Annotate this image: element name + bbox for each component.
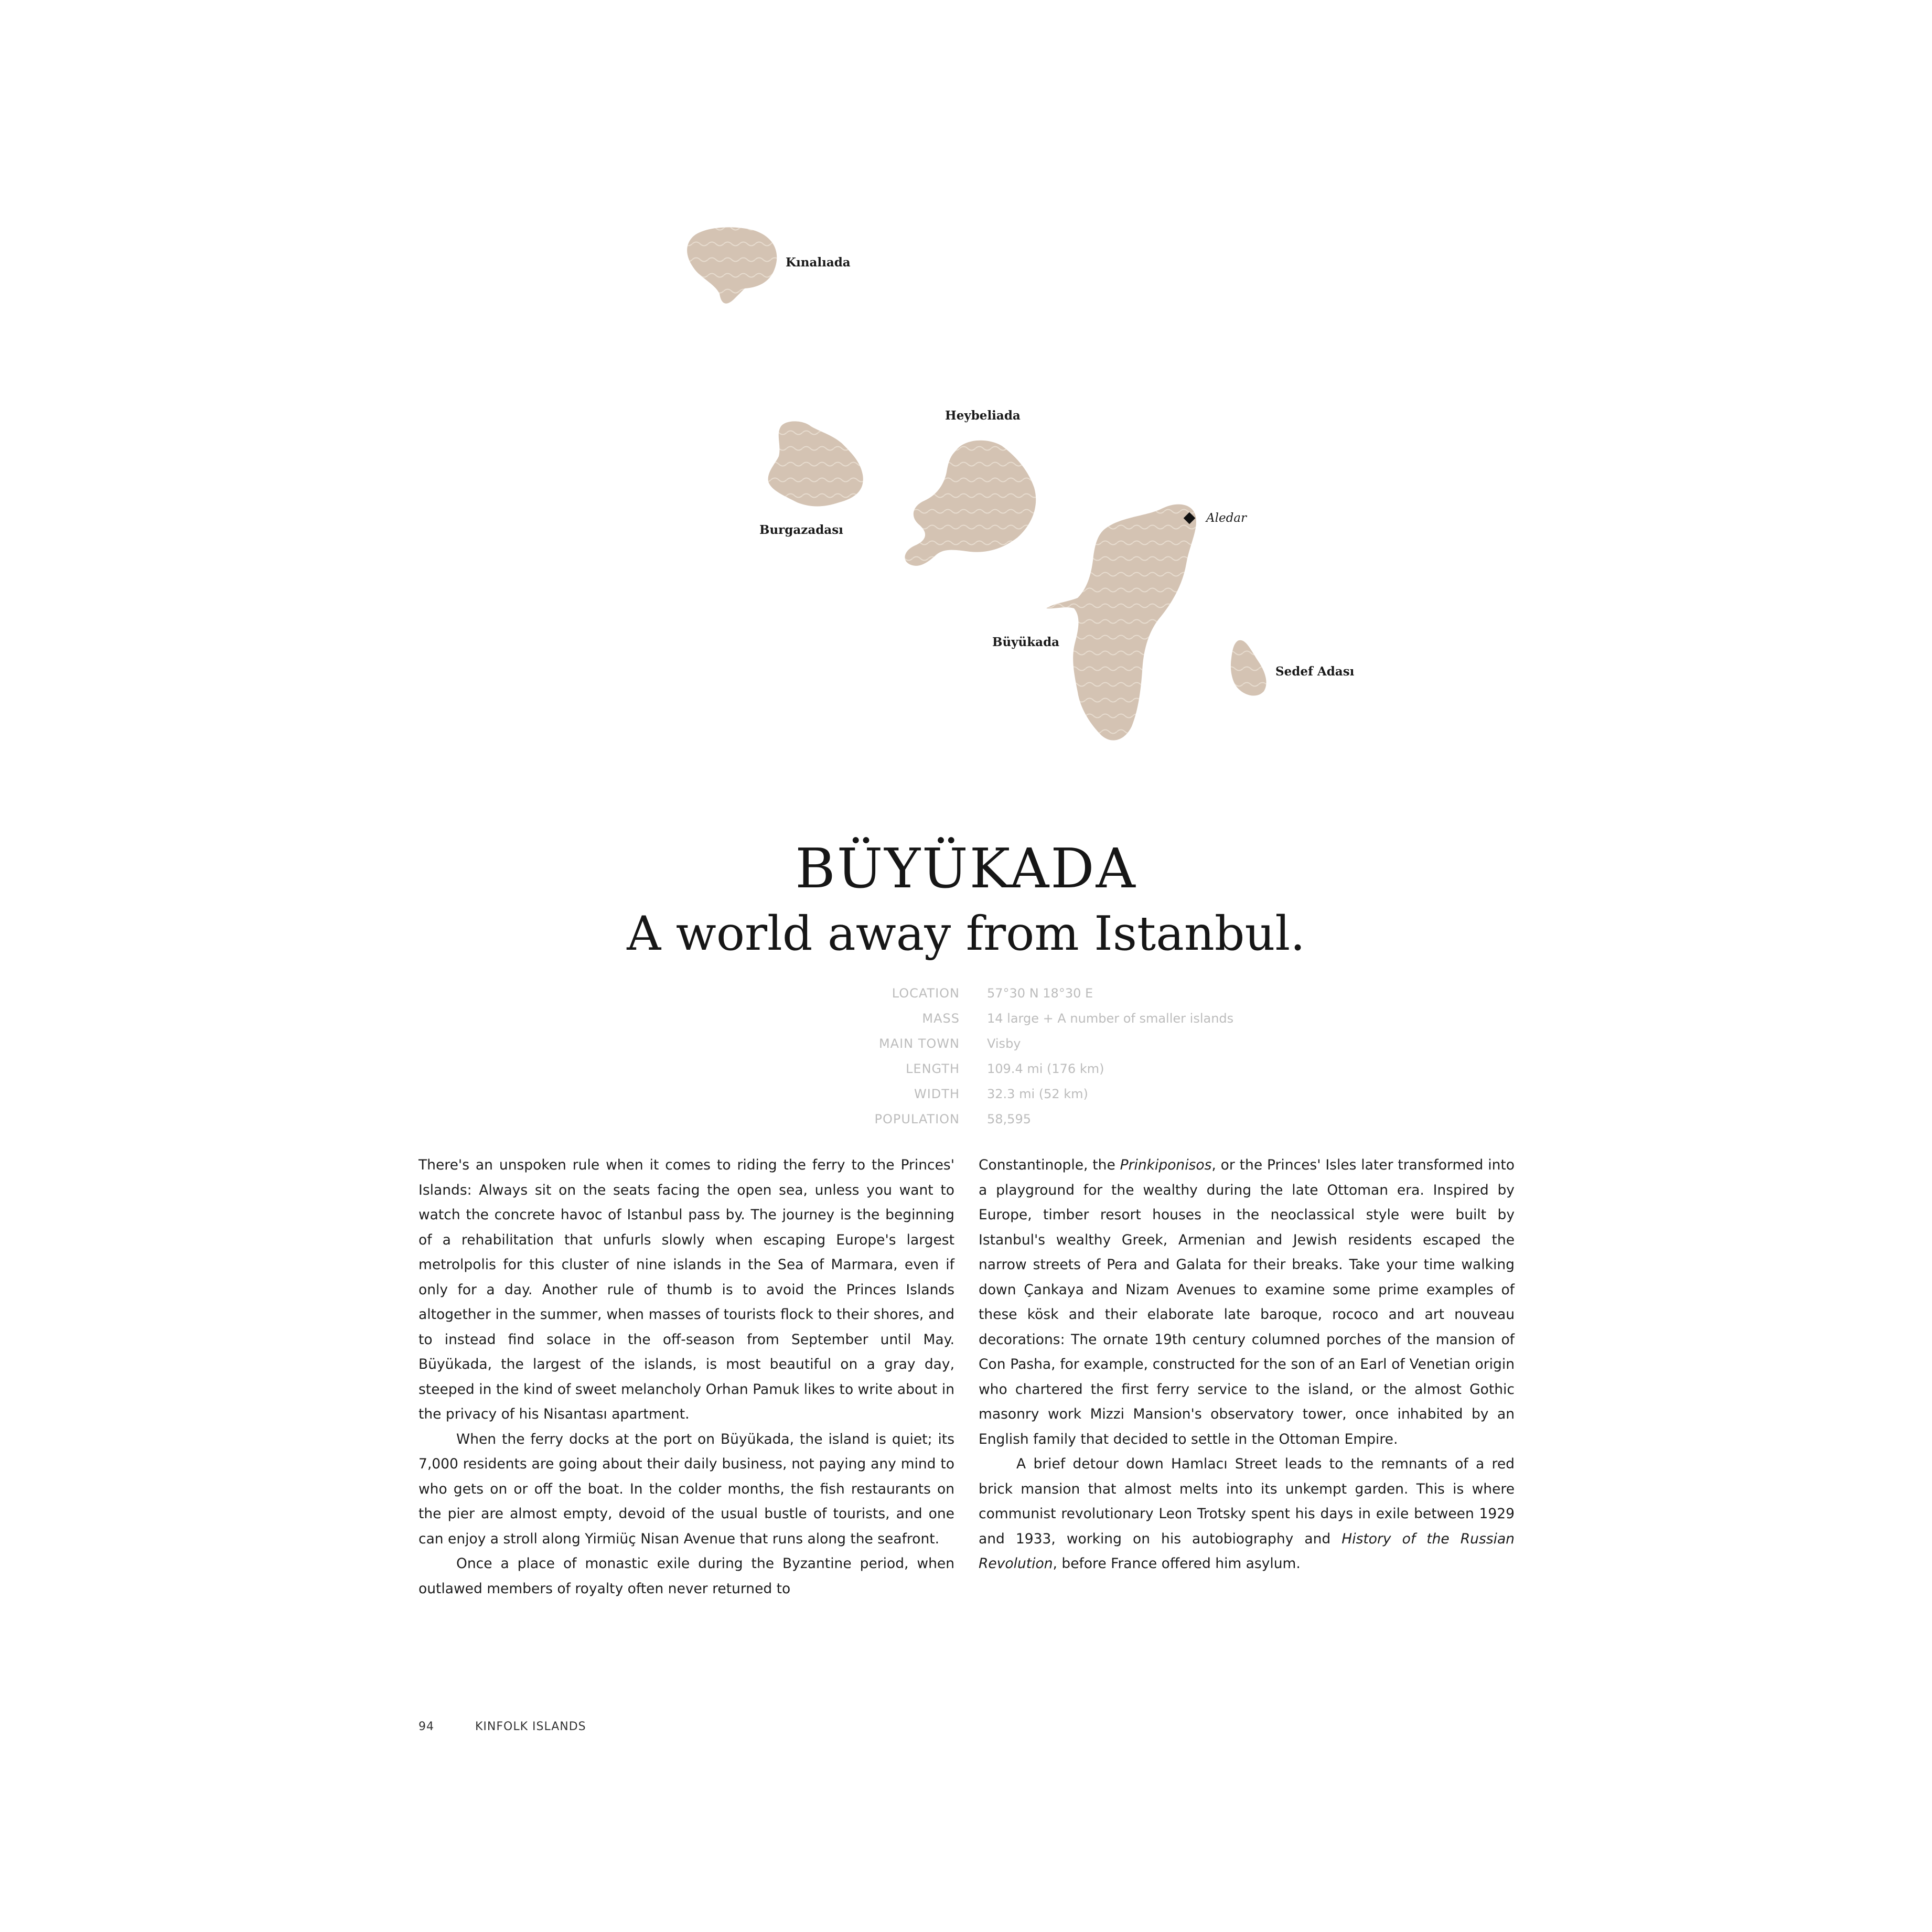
- italic-title: History of the Russian Revolution: [979, 1530, 1515, 1572]
- text-run: A brief detour down Hamlacı Street leads to the remnants of a red brick mansion that almost melts into its unkempt garden. This is where communist revolutionary Leon Trotsky spent his days in exile between 1929 and 1933, working on his autobiography and: [979, 1456, 1515, 1547]
- label-heybeliada: Heybeliada: [945, 409, 1021, 423]
- fact-value: 58,595: [987, 1112, 1031, 1126]
- fact-row-location: [802, 981, 1274, 1006]
- fact-value: 109.4 mi (176 km): [987, 1061, 1104, 1076]
- article-paragraph: There's an unspoken rule when it comes to riding the ferry to the Princes' Islands: Always sit on the seats facing the open sea, unless you want to watch the concrete havoc of Istanbul pass by. The journey is the beginning of a rehabilitation that unfurls slowly when escaping Europe's largest metrolpolis for this cluster of nine islands in the Sea of Marmara, even if only for a day. Another rule of thumb is to avoid the Princes Islands altogether in the summer, when masses of tourists flock to their shores, and to instead find solace in the off-season from September until May. Büyükada, the largest of the islands, is most beautiful on a gray day, steeped in the kind of sweet melancholy Orhan Pamuk likes to write about in the privacy of his Nisantası apartment.: [418, 1157, 954, 1422]
- label-buyukada: Büyükada: [992, 635, 1060, 649]
- fact-label: WIDTH: [914, 1087, 960, 1101]
- text-run: Constantinople, the: [979, 1157, 1120, 1173]
- island-burgazadasi: [768, 421, 863, 506]
- fact-row-population: [802, 1107, 1274, 1132]
- article-paragraph: Once a place of monastic exile during the Byzantine period, when outlawed members of royalty often never returned to: [418, 1555, 954, 1597]
- page-title: BÜYÜKADA: [795, 836, 1137, 900]
- island-sedef-adasi: [1231, 640, 1266, 696]
- article-column-left: [418, 1153, 954, 1601]
- fact-label: MASS: [922, 1011, 960, 1026]
- article-paragraph: [979, 1153, 1515, 1452]
- fact-value: 32.3 mi (52 km): [987, 1087, 1088, 1101]
- fact-row-width: [802, 1081, 1274, 1107]
- fact-label: MAIN TOWN: [878, 1036, 960, 1051]
- page-footer: [418, 1720, 623, 1733]
- fact-value: 57°30 N 18°30 E: [987, 986, 1093, 1001]
- fact-label: LOCATION: [892, 986, 960, 1001]
- label-aledar: Aledar: [1206, 511, 1247, 525]
- page-subtitle: A world away from Istanbul.: [627, 906, 1305, 961]
- fact-row-length: [802, 1056, 1274, 1081]
- page-number: 94: [418, 1720, 434, 1733]
- fact-row-main-town: [802, 1031, 1274, 1056]
- label-sedef-adasi: Sedef Adası: [1275, 664, 1355, 679]
- label-kinaliada: Kınalıada: [786, 255, 851, 270]
- island-buyukada: [1046, 505, 1196, 740]
- italic-term: Prinkiponisos: [1120, 1157, 1212, 1173]
- fact-label: POPULATION: [874, 1112, 960, 1126]
- fact-sheet: [802, 981, 1274, 1132]
- publication-name: KINFOLK ISLANDS: [475, 1720, 586, 1733]
- fact-row-mass: [802, 1006, 1274, 1031]
- fact-value: 14 large + A number of smaller islands: [987, 1011, 1234, 1026]
- article-paragraph: [979, 1452, 1515, 1576]
- article-column-right: [979, 1153, 1515, 1576]
- island-heybeliada: [905, 441, 1036, 566]
- text-run: , or the Princes' Isles later transformed into a playground for the wealthy during the late Ottoman era. Inspired by Europe, timber resort houses in the neoclassical style were built by Istanbul's wealthy Greek, Armenian and Jewish residents escaped the narrow streets of Pera and Galata for their breaks. Take your time walking down Çankaya and Nizam Avenues to examine some prime examples of these kösk and their elaborate late baroque, rococo and art nouveau decorations: The ornate 19th century columned porches of the mansion of Con Pasha, for example, constructed for the son of an Earl of Venetian origin who chartered the first ferry service to the island, or the almost Gothic masonry work Mizzi Mansion's observatory tower, once inhabited by an English family that decided to settle in the Ottoman Empire.: [979, 1157, 1515, 1447]
- island-kinaliada: [687, 227, 777, 303]
- islands-map: [0, 0, 1932, 839]
- label-burgazadasi: Burgazadası: [759, 523, 843, 537]
- article-paragraph: When the ferry docks at the port on Büyükada, the island is quiet; its 7,000 residents are going about their daily business, not paying any mind to who gets on or off the boat. In the colder months, the fish restaurants on the pier are almost empty, devoid of the usual bustle of tourists, and one can enjoy a stroll along Yirmiüç Nisan Avenue that runs along the seafront.: [418, 1431, 954, 1547]
- text-run: , before France offered him asylum.: [1053, 1555, 1301, 1572]
- fact-value: Visby: [987, 1036, 1021, 1051]
- fact-label: LENGTH: [906, 1061, 960, 1076]
